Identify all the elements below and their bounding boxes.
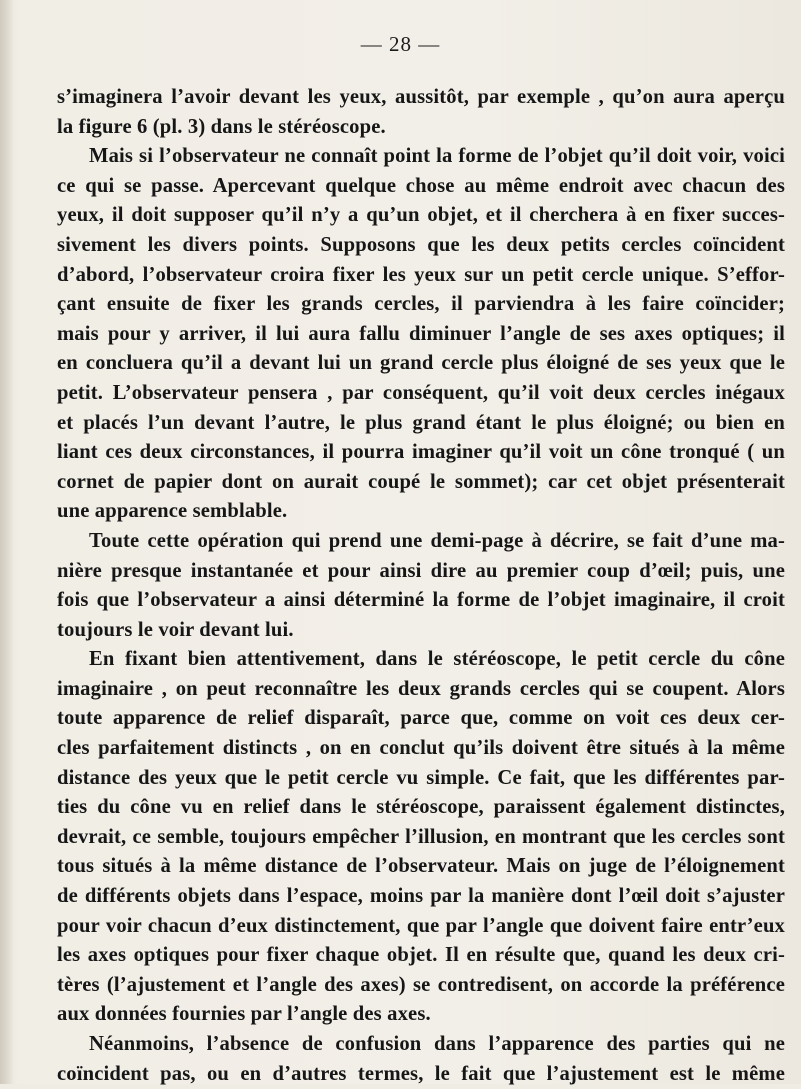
text-line: cornet de papier dont on aurait coupé le sommet); car cet objet présenterait xyxy=(57,470,785,493)
text-line: en concluera qu’il a devant lui un grand cercle plus éloigné de ses yeux que le xyxy=(57,352,785,375)
text-line: une apparence semblable. xyxy=(57,500,288,523)
text-line: de différents objets dans l’espace, moins par la manière dont l’œil doit s’ajuster xyxy=(57,885,785,908)
text-line: d’abord, l’observateur croira fixer les yeux sur un petit cercle unique. S’effor- xyxy=(57,263,785,286)
body-text xyxy=(57,83,785,1089)
text-line: nière presque instantanée et pour ainsi dire au premier coup d’œil; puis, une xyxy=(57,559,785,582)
text-line: Néanmoins, l’absence de confusion dans l’apparence des parties qui ne xyxy=(89,1033,785,1055)
text-line: pour voir chacun d’eux distinctement, que par l’angle que doivent faire entr’eux xyxy=(57,914,785,937)
text-line: imaginaire , on peut reconnaître les deux grands cercles qui se coupent. Alors xyxy=(57,677,785,700)
text-line: tères (l’ajustement et l’angle des axes) se contredisent, on accorde la préférence xyxy=(57,973,785,996)
text-line: Toute cette opération qui prend une demi-page à décrire, se fait d’une ma- xyxy=(89,529,785,552)
text-line: cles parfaitement distincts , on en conclut qu’ils doivent être situés à la même xyxy=(57,737,785,760)
text-line: la figure 6 (pl. 3) dans le stéréoscope. xyxy=(57,115,386,138)
text-line: sivement les divers points. Supposons que les deux petits cercles coïncident xyxy=(57,233,785,256)
page-number: — 28 — xyxy=(360,32,441,56)
text-line: yeux, il doit supposer qu’il n’y a qu’un objet, et il cherchera à en fixer succes- xyxy=(57,204,785,227)
text-line: et placés l’un devant l’autre, le plus grand étant le plus éloigné; ou bien en xyxy=(57,411,785,434)
text-line: toute apparence de relief disparaît, parce que, comme on voit ces deux cer- xyxy=(57,707,785,730)
text-line: devrait, ce semble, toujours empêcher l’illusion, en montrant que les cercles sont xyxy=(57,825,785,848)
text-line: Mais si l’observateur ne connaît point la forme de l’objet qu’il doit voir, voici xyxy=(89,145,785,168)
text-line: liant ces deux circonstances, il pourra imaginer qu’il voit un cône tronqué ( un xyxy=(57,441,785,464)
text-line: petit. L’observateur pensera , par conséquent, qu’il voit deux cercles inégaux xyxy=(57,381,785,404)
text-line: tous situés à la même distance de l’observateur. Mais on juge de l’éloignement xyxy=(57,855,785,878)
text-line: aux données fournies par l’angle des axes. xyxy=(57,1003,431,1026)
text-line: toujours le voir devant lui. xyxy=(57,618,294,641)
text-line: ce qui se passe. Apercevant quelque chose au même endroit avec chacun des xyxy=(57,174,785,197)
spine-shadow xyxy=(0,0,14,1084)
text-line: s’imaginera l’avoir devant les yeux, aussitôt, par exemple , qu’on aura aperçu xyxy=(57,86,785,108)
text-line: distance des yeux que le petit cercle vu simple. Ce fait, que les différentes par- xyxy=(57,766,785,789)
text-line: coïncident pas, ou en d’autres termes, le fait que l’ajustement est le même xyxy=(57,1062,785,1085)
text-line: mais pour y arriver, il lui aura fallu diminuer l’angle de ses axes optiques; il xyxy=(57,322,785,345)
text-line: ties du cône vu en relief dans le stéréoscope, paraissent également distinctes, xyxy=(57,796,785,819)
text-line: çant ensuite de fixer les grands cercles, il parviendra à les faire coïncider; xyxy=(57,293,785,316)
text-line: les axes optiques pour fixer chaque objet. Il en résulte que, quand les deux cri- xyxy=(57,944,785,967)
text-line: En fixant bien attentivement, dans le stéréoscope, le petit cercle du cône xyxy=(89,648,785,671)
text-line: fois que l’observateur a ainsi déterminé la forme de l’objet imaginaire, il croit xyxy=(57,589,785,612)
